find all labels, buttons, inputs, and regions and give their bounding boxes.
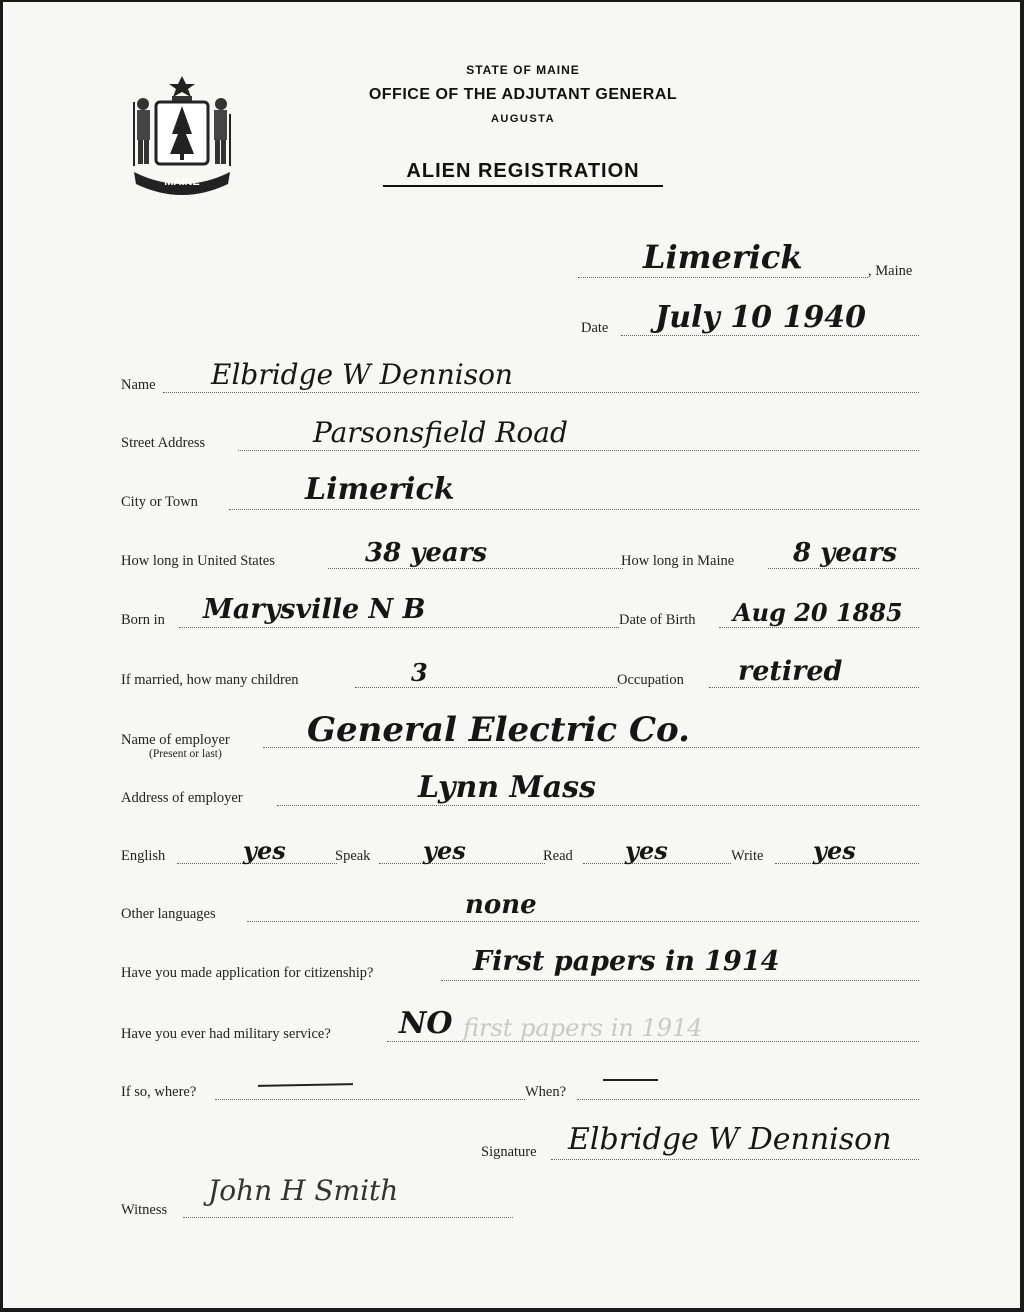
how-long-maine-value: 8 years — [793, 538, 897, 568]
date-of-birth-label: Date of Birth — [619, 612, 696, 628]
citizenship-value: First papers in 1914 — [473, 946, 780, 977]
date-line — [621, 335, 919, 336]
signature-label: Signature — [481, 1144, 537, 1160]
employer-address-line — [277, 805, 919, 806]
street-address-value: Parsonsfield Road — [313, 416, 568, 449]
town-line — [578, 277, 868, 278]
if-so-where-label: If so, where? — [121, 1084, 197, 1100]
citizenship-line — [441, 980, 919, 981]
date-label: Date — [581, 320, 609, 336]
when-label: When? — [525, 1084, 567, 1100]
employer-value: General Electric Co. — [307, 710, 690, 750]
date-of-birth-value: Aug 20 1885 — [733, 598, 903, 627]
town-value: Limerick — [643, 238, 803, 276]
employer-label: Name of employer — [121, 732, 230, 748]
street-address-line — [238, 450, 919, 451]
witness-value: John H Smith — [208, 1174, 399, 1207]
form-sheet — [3, 2, 1020, 1308]
military-value: NO — [399, 1006, 453, 1041]
how-long-maine-label: How long in Maine — [621, 553, 735, 569]
signature-line — [551, 1159, 919, 1160]
citizenship-label: Have you made application for citizenship? — [121, 965, 374, 981]
maine-suffix-label: , Maine — [868, 263, 913, 279]
name-value: Elbridge W Dennison — [211, 358, 513, 391]
occupation-line — [709, 687, 919, 688]
city-line — [229, 509, 919, 510]
date-of-birth-line — [719, 627, 919, 628]
how-long-us-label: How long in United States — [121, 553, 275, 569]
where-dash-mark — [258, 1083, 353, 1087]
other-languages-value: none — [465, 890, 537, 920]
read-value: yes — [625, 836, 668, 865]
military-label: Have you ever had military service? — [121, 1026, 331, 1042]
how-long-maine-line — [768, 568, 919, 569]
born-in-line — [179, 627, 619, 628]
date-value: July 10 1940 — [655, 300, 866, 335]
english-value: yes — [243, 836, 286, 865]
witness-label: Witness — [121, 1202, 168, 1218]
city-heading: AUGUSTA — [490, 113, 556, 125]
employer-note: (Present or last) — [149, 748, 222, 760]
name-label: Name — [121, 377, 156, 393]
witness-line — [183, 1217, 513, 1218]
street-address-label: Street Address — [121, 435, 206, 451]
city-label: City or Town — [121, 494, 198, 510]
signature-value: Elbridge W Dennison — [568, 1122, 892, 1157]
children-value: 3 — [411, 658, 428, 687]
write-label: Write — [731, 848, 764, 864]
when-line — [577, 1099, 919, 1100]
when-dash-mark — [603, 1079, 658, 1081]
occupation-label: Occupation — [617, 672, 684, 688]
children-label: If married, how many children — [121, 672, 299, 688]
born-in-label: Born in — [121, 612, 165, 628]
how-long-us-value: 38 years — [365, 538, 488, 568]
name-line — [163, 392, 919, 393]
form-title: ALIEN REGISTRATION — [406, 160, 640, 182]
write-value: yes — [813, 836, 856, 865]
military-faded-note: first papers in 1914 — [463, 1014, 703, 1042]
seal-banner-text: MAINE — [164, 176, 200, 188]
how-long-us-line — [328, 568, 623, 569]
state-heading: STATE OF MAINE — [466, 63, 580, 77]
speak-label: Speak — [335, 848, 371, 864]
maine-seal-icon — [128, 74, 236, 196]
read-label: Read — [543, 848, 573, 864]
employer-address-label: Address of employer — [121, 790, 243, 806]
city-value: Limerick — [305, 472, 455, 507]
occupation-value: retired — [738, 656, 843, 687]
office-heading: OFFICE OF THE ADJUTANT GENERAL — [368, 86, 678, 103]
other-languages-line — [247, 921, 919, 922]
speak-value: yes — [423, 836, 466, 865]
born-in-value: Marysville N B — [203, 594, 426, 625]
employer-address-value: Lynn Mass — [418, 770, 596, 805]
if-so-where-line — [215, 1099, 525, 1100]
title-underline — [383, 185, 663, 187]
other-languages-label: Other languages — [121, 906, 216, 922]
english-label: English — [121, 848, 166, 864]
children-line — [355, 687, 617, 688]
